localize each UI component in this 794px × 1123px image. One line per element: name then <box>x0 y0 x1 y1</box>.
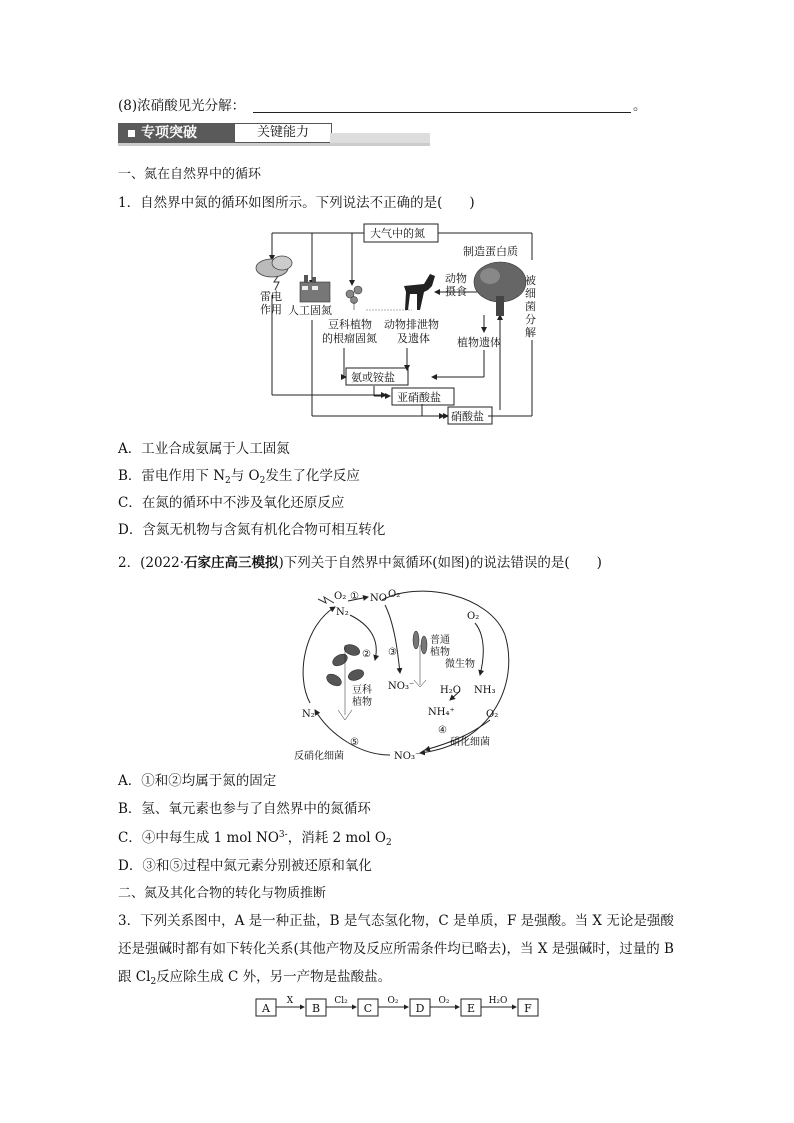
box-a: A <box>262 1002 270 1015</box>
o2-label-c: O₂ <box>467 611 480 622</box>
q1-option-b[interactable]: B．雷电作用下 $N_2$与 $O_2$发生了化学反应 <box>118 468 360 486</box>
step-2-label: ② <box>362 649 371 660</box>
bacteria-label-1: 细 <box>525 287 536 300</box>
no3-label-a: NO₃⁻ <box>388 681 415 692</box>
q2-option-d[interactable]: D．③和⑤过程中氮元素分别被还原和氧化 <box>118 858 372 874</box>
q1-option-c[interactable]: C．在氮的循环中不涉及氧化还原反应 <box>118 495 345 511</box>
q2-stem: 2．(2022·石家庄高三模拟)下列关于自然界中氮循环(如图)的说法错误的是( ) <box>118 555 602 571</box>
animal-eat-label-1: 动物 <box>445 272 467 285</box>
q1-stem: 1．自然界中氮的循环如图所示。下列说法不正确的是( ) <box>118 195 475 211</box>
nitrogen-cycle-diagram-2 <box>290 585 520 765</box>
arrow-label-x: X <box>286 996 294 1006</box>
bacteria-label-2: 菌 <box>525 300 536 313</box>
bacteria-label-3: 分 <box>525 313 536 326</box>
q1-option-a[interactable]: A．工业合成氨属于人工固氮 <box>118 441 290 457</box>
o2-label-a: O₂ <box>334 591 347 602</box>
box-c: C <box>363 1002 373 1015</box>
arrow-label-cl2: Cl₂ <box>334 996 348 1006</box>
lightning-label-2: 作用 <box>260 303 282 316</box>
nitrogen-cycle-diagram-1 <box>252 220 552 430</box>
make-protein-label: 制造蛋白质 <box>463 245 518 258</box>
ammonia-label: 氨或铵盐 <box>351 371 395 384</box>
n2-left-label: N₂ <box>302 709 315 720</box>
box-d: D <box>415 1002 425 1015</box>
square-bullet-icon <box>128 130 135 137</box>
h2o-label: H₂O <box>440 685 461 696</box>
step-1-label: ① <box>350 591 359 602</box>
section-heading-2: 二、氮及其化合物的转化与物质推断 <box>118 886 327 901</box>
factory-icon <box>300 275 330 302</box>
legume-label-1: 豆科植物 <box>328 318 372 331</box>
legume-label-2: 的根瘤固氮 <box>322 332 377 345</box>
q2-option-a[interactable]: A．①和②均属于氮的固定 <box>118 773 277 789</box>
box-e: E <box>466 1002 476 1015</box>
nh4-label: NH₄⁺ <box>428 707 455 718</box>
no3-label-b: NO₃⁻ <box>394 751 421 762</box>
microbe-label: 微生物 <box>445 659 475 670</box>
section-banner <box>118 123 430 146</box>
q8-period: 。 <box>633 98 647 114</box>
box-b: B <box>311 1002 321 1015</box>
wheat-plant-icon <box>413 631 427 687</box>
legume-label-1: 豆科 <box>352 685 372 696</box>
nh3-label: NH₃ <box>474 685 496 696</box>
n2-top-label: N₂ <box>336 607 349 618</box>
step-4-label: ④ <box>438 725 447 736</box>
lightning-label-1: 雷电 <box>260 290 282 303</box>
lightning-cloud-icon <box>256 256 292 290</box>
banner-underline <box>118 143 430 146</box>
q3-line-1: 3．下列关系图中，A 是一种正盐，B 是气态氢化物，C 是单质，F 是强酸。当 X 无论是强酸 <box>118 913 674 929</box>
legume-label-2: 植物 <box>352 697 372 708</box>
nitrite-label: 亚硝酸盐 <box>397 391 441 404</box>
tree-icon <box>474 262 526 316</box>
box-f: F <box>524 1002 532 1015</box>
q2-option-b[interactable]: B．氢、氧元素也参与了自然界中的氮循环 <box>118 801 371 817</box>
q3-line-2: 还是强碱时都有如下转化关系(其他产物及反应所需条件均已略去)，当 X 是强碱时，过量的 B <box>118 941 674 957</box>
horse-icon <box>404 274 435 310</box>
denitrifying-label: 反硝化细菌 <box>294 751 344 762</box>
artificial-fixation-label: 人工固氮 <box>288 304 332 317</box>
bacteria-label-0: 被 <box>525 274 536 287</box>
conversion-chain-diagram <box>254 994 544 1020</box>
animal-eat-label-2: 摄食 <box>445 285 467 298</box>
o2-label-b: O₂ <box>388 589 401 600</box>
q1-option-d[interactable]: D．含氮无机物与含氮有机化合物可相互转化 <box>118 522 386 538</box>
bacteria-label-4: 解 <box>525 326 536 339</box>
animal-waste-label-1: 动物排泄物 <box>384 318 439 331</box>
animal-waste-label-2: 及遗体 <box>397 332 430 345</box>
nitrate-label: 硝酸盐 <box>451 410 484 423</box>
arrow-label-h2o: H₂O <box>488 996 508 1006</box>
q8-label: (8)浓硝酸见光分解： <box>118 98 246 114</box>
lightning-icon <box>318 597 334 603</box>
q2-option-c[interactable]: C．④中每生成 1 mol $NO^{3-}$，消耗 2 mol $O_2$ <box>118 830 392 848</box>
banner-decor-bar <box>330 133 430 143</box>
normal-plant-label-2: 植物 <box>430 647 450 658</box>
o2-label-d: O₂ <box>486 709 499 720</box>
arrow-label-o2-b: O₂ <box>438 996 450 1006</box>
plant-remains-label: 植物遗体 <box>457 336 501 349</box>
arrow-label-o2-a: O₂ <box>387 996 399 1006</box>
answer-blank-line[interactable] <box>253 112 631 113</box>
step-5-label: ⑤ <box>350 737 359 748</box>
nitrifying-label: 硝化细菌 <box>450 737 490 748</box>
q3-line-3: 跟 $Cl_2$反应除生成 C 外，另一产物是盐酸盐。 <box>118 969 392 987</box>
legume-plant-icon <box>325 643 366 720</box>
atmosphere-label: 大气中的氮 <box>370 227 425 240</box>
step-3-label: ③ <box>388 647 397 658</box>
no-label: NO <box>370 593 387 604</box>
normal-plant-label-1: 普通 <box>430 635 450 646</box>
section-heading-1: 一、氮在自然界中的循环 <box>118 167 262 182</box>
banner-title: 专项突破 <box>118 123 234 143</box>
banner-tag: 关键能力 <box>234 123 332 143</box>
legume-plant-icon <box>346 286 362 310</box>
